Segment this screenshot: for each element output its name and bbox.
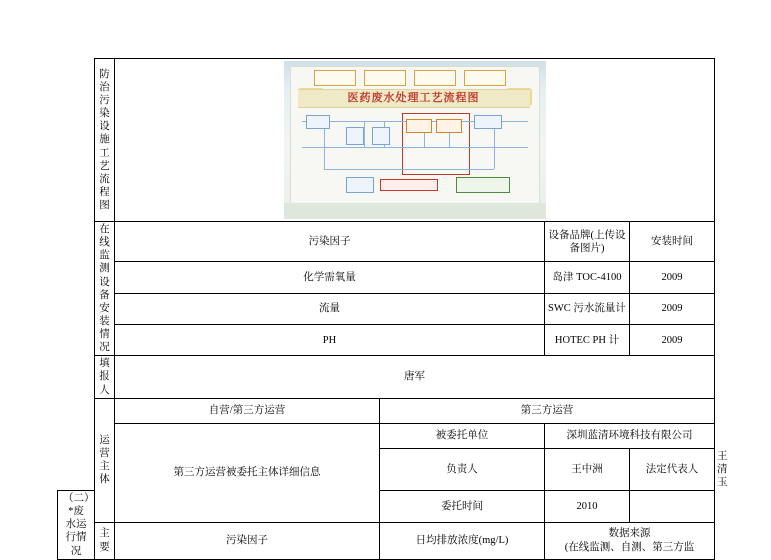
flow-chart-image	[284, 61, 546, 219]
entrust-time-label: 委托时间	[380, 491, 545, 523]
bottom-source-label: 数据来源	[608, 528, 651, 540]
table-row-reporter	[58, 356, 715, 398]
photo-unit-4	[474, 115, 502, 129]
row-label-reporter: 填报人	[95, 356, 115, 398]
operation-detail-label: 第三方运营被委托主体详细信息	[115, 423, 380, 522]
monitoring-brand-3: HOTEC PH 计	[545, 324, 630, 355]
entrust-time-blank	[630, 491, 715, 523]
photo-unit-8	[346, 177, 374, 193]
bottom-daily-avg-label: 日均排放浓度(mg/L)	[380, 522, 545, 559]
entrusted-unit-value: 深圳蓝清环境科技有限公司	[545, 423, 715, 448]
table-row-responsible-person: 负责人 王中洲 法定代表人 王清玉	[58, 448, 715, 490]
entrusted-unit-label: 被委托单位	[380, 423, 545, 448]
photo-unit-9	[456, 177, 510, 193]
table-row-monitoring-1	[58, 262, 715, 293]
operation-mode-value: 第三方运营	[380, 398, 715, 423]
photo-top-box-1	[314, 70, 356, 86]
table-row-entrusted-unit	[58, 423, 715, 448]
monitoring-header-pollutant: 污染因子	[115, 222, 545, 262]
table-row-process-flow	[58, 59, 715, 222]
left-spacer-top	[58, 59, 95, 449]
monitoring-brand-2: SWC 污水流量计	[545, 293, 630, 324]
left-spacer-section	[58, 448, 95, 490]
entrust-time-value: 2010	[545, 491, 630, 523]
row-label-main: 主要	[95, 522, 115, 559]
photo-unit-1	[306, 115, 330, 129]
photo-unit-3	[372, 127, 390, 145]
monitoring-time-3: 2009	[630, 324, 715, 355]
legal-rep-label: 法定代表人	[630, 448, 715, 490]
responsible-person-value: 王中洲	[545, 448, 630, 490]
row-label-process-flow: 防治污染设施工艺流程图	[95, 59, 115, 222]
bottom-source-cell	[545, 522, 715, 559]
photo-title-band	[298, 89, 530, 108]
table-row-monitoring-3	[58, 324, 715, 355]
bottom-source-sub: (在线监测、自测、第三方监	[564, 541, 695, 553]
process-flow-photo	[117, 60, 712, 220]
photo-top-box-4	[464, 70, 506, 86]
photo-line-3	[324, 169, 494, 170]
photo-top-box-3	[414, 70, 456, 86]
responsible-person-label: 负责人	[380, 448, 545, 490]
monitoring-brand-1: 岛津 TOC-4100	[545, 262, 630, 293]
process-flow-diagram-cell	[115, 59, 715, 222]
bottom-pollutant-label: 污染因子	[115, 522, 380, 559]
photo-line-6	[364, 121, 365, 147]
monitoring-pollutant-2: 流量	[115, 293, 545, 324]
table-row-operation-mode	[58, 398, 715, 423]
monitoring-pollutant-3: PH	[115, 324, 545, 355]
photo-unit-5	[406, 119, 432, 133]
photo-ground	[284, 203, 546, 219]
section-label-waste-water: （二） *废水运行情况	[58, 491, 95, 560]
monitoring-time-1: 2009	[630, 262, 715, 293]
photo-title-text: 医药废水处理工艺流程图	[347, 92, 480, 104]
monitoring-header-brand: 设备品牌(上传设备图片)	[545, 222, 630, 262]
operation-mode-label: 自营/第三方运营	[115, 398, 380, 423]
row-label-online-monitoring: 在线监测设备安装情况	[95, 222, 115, 356]
photo-unit-2	[346, 127, 364, 145]
photo-unit-6	[436, 119, 462, 133]
monitoring-header-install-time: 安装时间	[630, 222, 715, 262]
reporter-name: 唐军	[115, 356, 715, 398]
table-row-bottom-header	[58, 522, 715, 559]
table-row-monitoring-2	[58, 293, 715, 324]
photo-top-box-2	[364, 70, 406, 86]
monitoring-time-2: 2009	[630, 293, 715, 324]
row-label-operation-subject: 运营主体	[95, 398, 115, 522]
table-row-monitoring-header	[58, 222, 715, 262]
monitoring-pollutant-1: 化学需氧量	[115, 262, 545, 293]
photo-unit-7	[380, 179, 438, 191]
environmental-report-table	[57, 58, 728, 560]
